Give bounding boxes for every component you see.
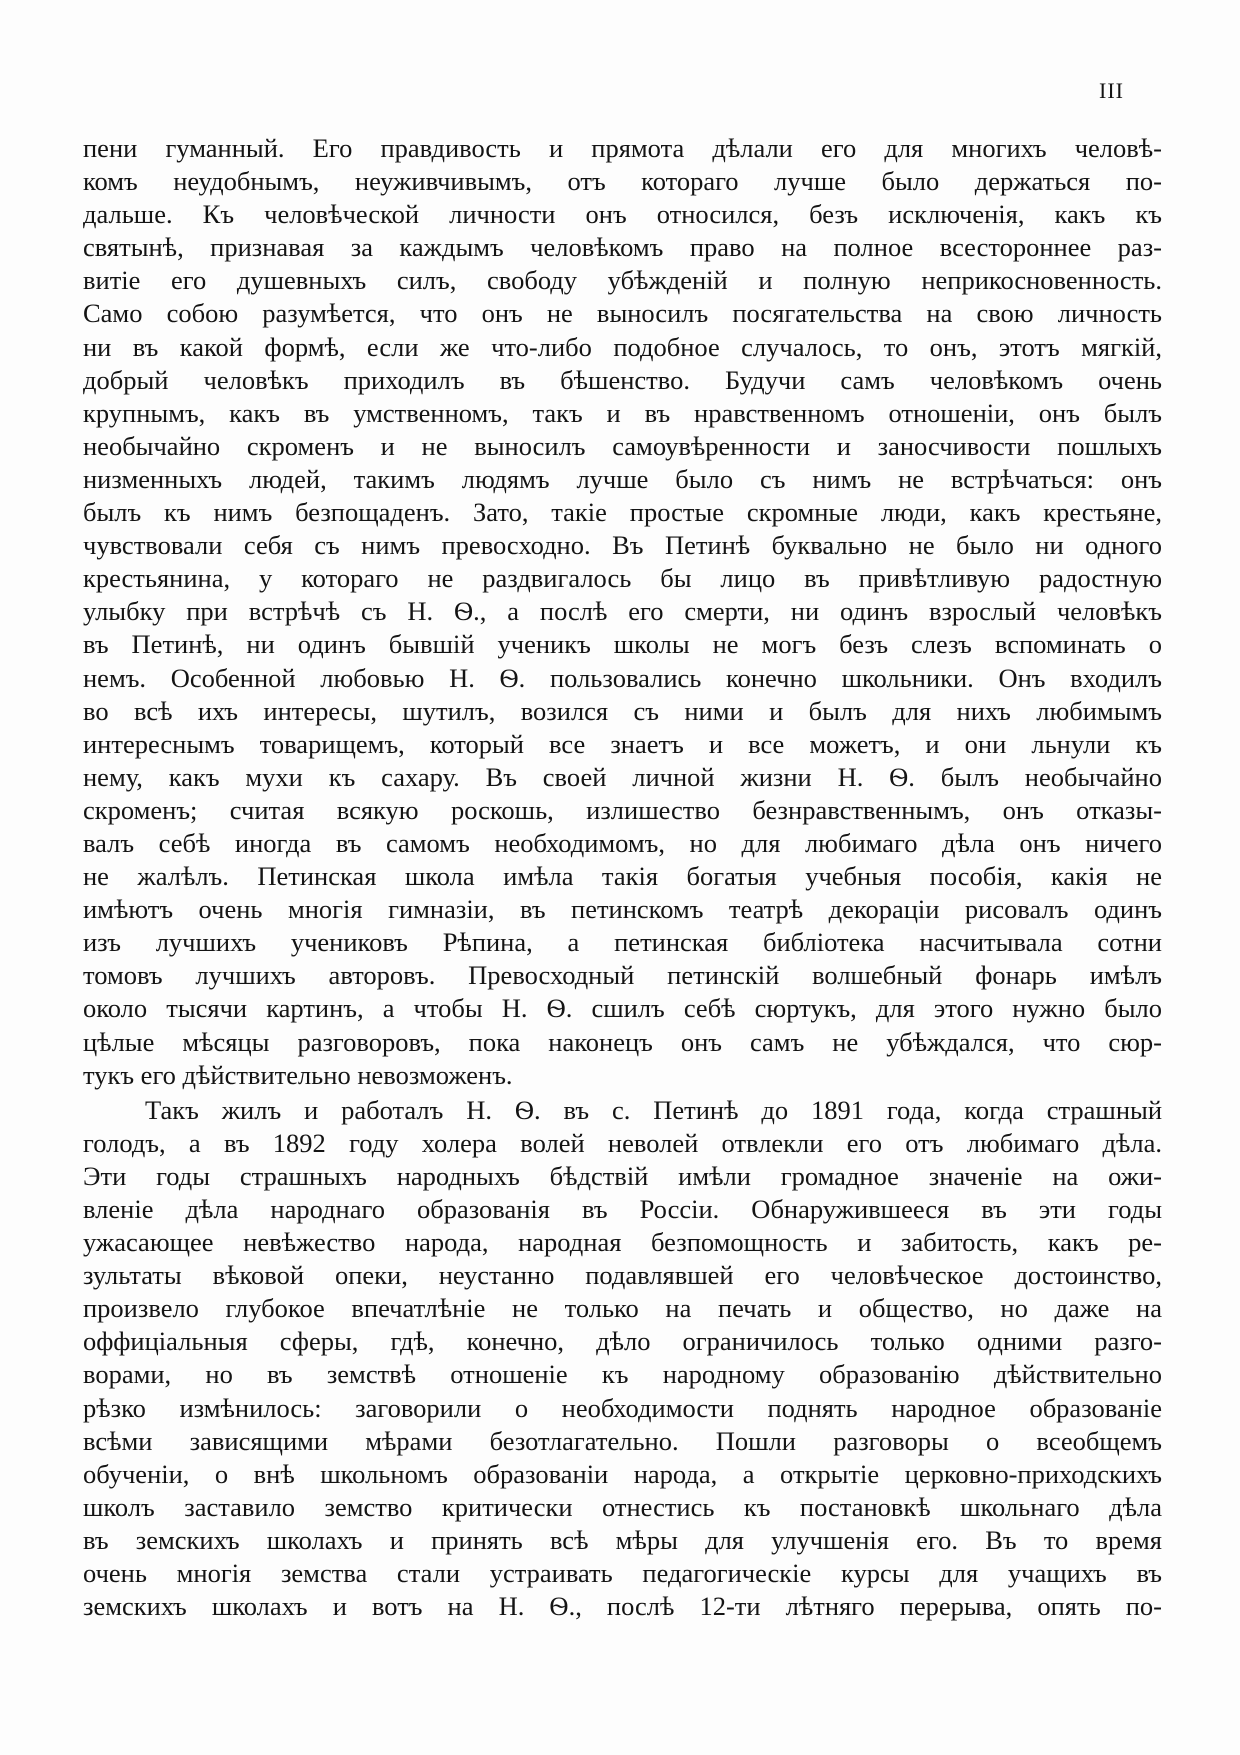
text-line: ни въ какой формѣ, если же что-либо подобное случалось, то онъ, этотъ мягкій, bbox=[83, 331, 1162, 362]
text-line: произвело глубокое впечатлѣніе не только на печать и общество, но даже на bbox=[83, 1293, 1162, 1324]
text-line: вленіе дѣла народнаго образованія въ Россіи. Обнаружившееся въ эти годы bbox=[83, 1194, 1162, 1224]
text-line: пени гуманный. Его правдивость и прямота дѣлали его для многихъ человѣ- bbox=[83, 133, 1162, 163]
text-line: скроменъ; считая всякую роскошь, излишество безнравственнымъ, онъ отказы- bbox=[83, 794, 1162, 825]
text-line: обученіи, о внѣ школьномъ образованіи народа, а открытіе церковно-приходскихъ bbox=[83, 1458, 1162, 1489]
text-line: оффиціальныя сферы, гдѣ, конечно, дѣло ограничилось только одними разго- bbox=[83, 1326, 1162, 1357]
page-number: III bbox=[1099, 78, 1124, 103]
text-line: улыбку при встрѣчѣ съ Н. Ѳ., а послѣ его смерти, ни одинъ взрослый человѣкъ bbox=[83, 596, 1162, 627]
text-line: во всѣ ихъ интересы, шутилъ, возился съ ними и былъ для нихъ любимымъ bbox=[83, 695, 1162, 726]
text-line: немъ. Особенной любовью Н. Ѳ. пользовались конечно школьники. Онъ входилъ bbox=[83, 662, 1162, 693]
text-line: ужасающее невѣжество народа, народная безпомощность и забитость, какъ ре- bbox=[83, 1227, 1162, 1258]
text-line: очень многія земства стали устраивать педагогическіе курсы для учащихъ въ bbox=[83, 1558, 1162, 1589]
text-line: добрый человѣкъ приходилъ въ бѣшенство. Будучи самъ человѣкомъ очень bbox=[83, 364, 1162, 395]
text-line: около тысячи картинъ, а чтобы Н. Ѳ. сшилъ себѣ сюртукъ, для этого нужно было bbox=[83, 993, 1162, 1024]
text-line: Само собою разумѣется, что онъ не выносилъ посягательства на свою личность bbox=[83, 298, 1162, 329]
text-line: витіе его душевныхъ силъ, свободу убѣжденій и полную неприкосновенность. bbox=[83, 265, 1162, 296]
text-line: голодъ, а въ 1892 году холера волей неволей отвлекли его отъ любимаго дѣла. bbox=[83, 1127, 1162, 1158]
text-line: святынѣ, признавая за каждымъ человѣкомъ право на полное всестороннее раз- bbox=[83, 232, 1162, 263]
text-line: имѣютъ очень многія гимназіи, въ петинскомъ театрѣ декораціи рисовалъ одинъ bbox=[83, 894, 1162, 925]
text-line: изъ лучшихъ учениковъ Рѣпина, а петинская библіотека насчитывала сотни bbox=[83, 927, 1162, 958]
text-line: необычайно скроменъ и не выносилъ самоувѣренности и заносчивости пошлыхъ bbox=[83, 430, 1162, 461]
text-line: Эти годы страшныхъ народныхъ бѣдствій имѣли громадное значеніе на ожи- bbox=[83, 1160, 1162, 1191]
text-line: Такъ жилъ и работалъ Н. Ѳ. въ с. Петинѣ до 1891 года, когда страшный bbox=[145, 1094, 1162, 1125]
text-line: томовъ лучшихъ авторовъ. Превосходный петинскій волшебный фонарь имѣлъ bbox=[83, 960, 1162, 991]
text-line: ворами, но въ земствѣ отношеніе къ народному образованію дѣйствительно bbox=[83, 1359, 1162, 1390]
text-line: зультаты вѣковой опеки, неустанно подавлявшей его человѣческое достоинство, bbox=[83, 1260, 1162, 1291]
text-line: земскихъ школахъ и вотъ на Н. Ѳ., послѣ 12-ти лѣтняго перерыва, опять по- bbox=[83, 1591, 1162, 1622]
text-line: въ Петинѣ, ни одинъ бывшій ученикъ школы не могъ безъ слезъ вспоминать о bbox=[83, 629, 1162, 660]
text-line: интереснымъ товарищемъ, который все знаетъ и все можетъ, и они льнули къ bbox=[83, 728, 1162, 759]
text-line: дальше. Къ человѣческой личности онъ относился, безъ исключенія, какъ къ bbox=[83, 199, 1162, 230]
text-line: крестьянина, у котораго не раздвигалось бы лицо въ привѣтливую радостную bbox=[83, 563, 1162, 594]
text-line: чувствовали себя съ нимъ превосходно. Въ Петинѣ буквально не было ни одного bbox=[83, 530, 1162, 561]
text-line: цѣлые мѣсяцы разговоровъ, пока наконецъ онъ самъ не убѣждался, что сюр- bbox=[83, 1026, 1162, 1057]
text-line: низменныхъ людей, такимъ людямъ лучше было съ нимъ не встрѣчаться: онъ bbox=[83, 463, 1162, 494]
text-line: комъ неудобнымъ, неуживчивымъ, отъ котораго лучше было держаться по- bbox=[83, 166, 1162, 197]
text-line: былъ къ нимъ безпощаденъ. Зато, такіе простые скромные люди, какъ крестьяне, bbox=[83, 497, 1162, 528]
text-line: всѣми зависящими мѣрами безотлагательно. Пошли разговоры о всеобщемъ bbox=[83, 1425, 1162, 1456]
body-text bbox=[83, 132, 1162, 1623]
text-line: крупнымъ, какъ въ умственномъ, такъ и въ нравственномъ отношеніи, онъ былъ bbox=[83, 397, 1162, 428]
text-line: нему, какъ мухи къ сахару. Въ своей личной жизни Н. Ѳ. былъ необычайно bbox=[83, 761, 1162, 792]
text-line: въ земскихъ школахъ и принять всѣ мѣры для улучшенія его. Въ то время bbox=[83, 1524, 1162, 1555]
text-line: тукъ его дѣйствительно невозможенъ. bbox=[83, 1059, 513, 1090]
text-line: школъ заставило земство критически отнестись къ постановкѣ школьнаго дѣла bbox=[83, 1491, 1162, 1522]
text-line: рѣзко измѣнилось: заговорили о необходимости поднять народное образованіе bbox=[83, 1392, 1162, 1423]
text-line: не жалѣлъ. Петинская школа имѣла такія богатыя учебныя пособія, какія не bbox=[83, 861, 1162, 892]
paragraph-2 bbox=[83, 1094, 1162, 1624]
text-line: валъ себѣ иногда въ самомъ необходимомъ, но для любимаго дѣла онъ ничего bbox=[83, 827, 1162, 858]
paragraph-1 bbox=[83, 132, 1162, 1092]
